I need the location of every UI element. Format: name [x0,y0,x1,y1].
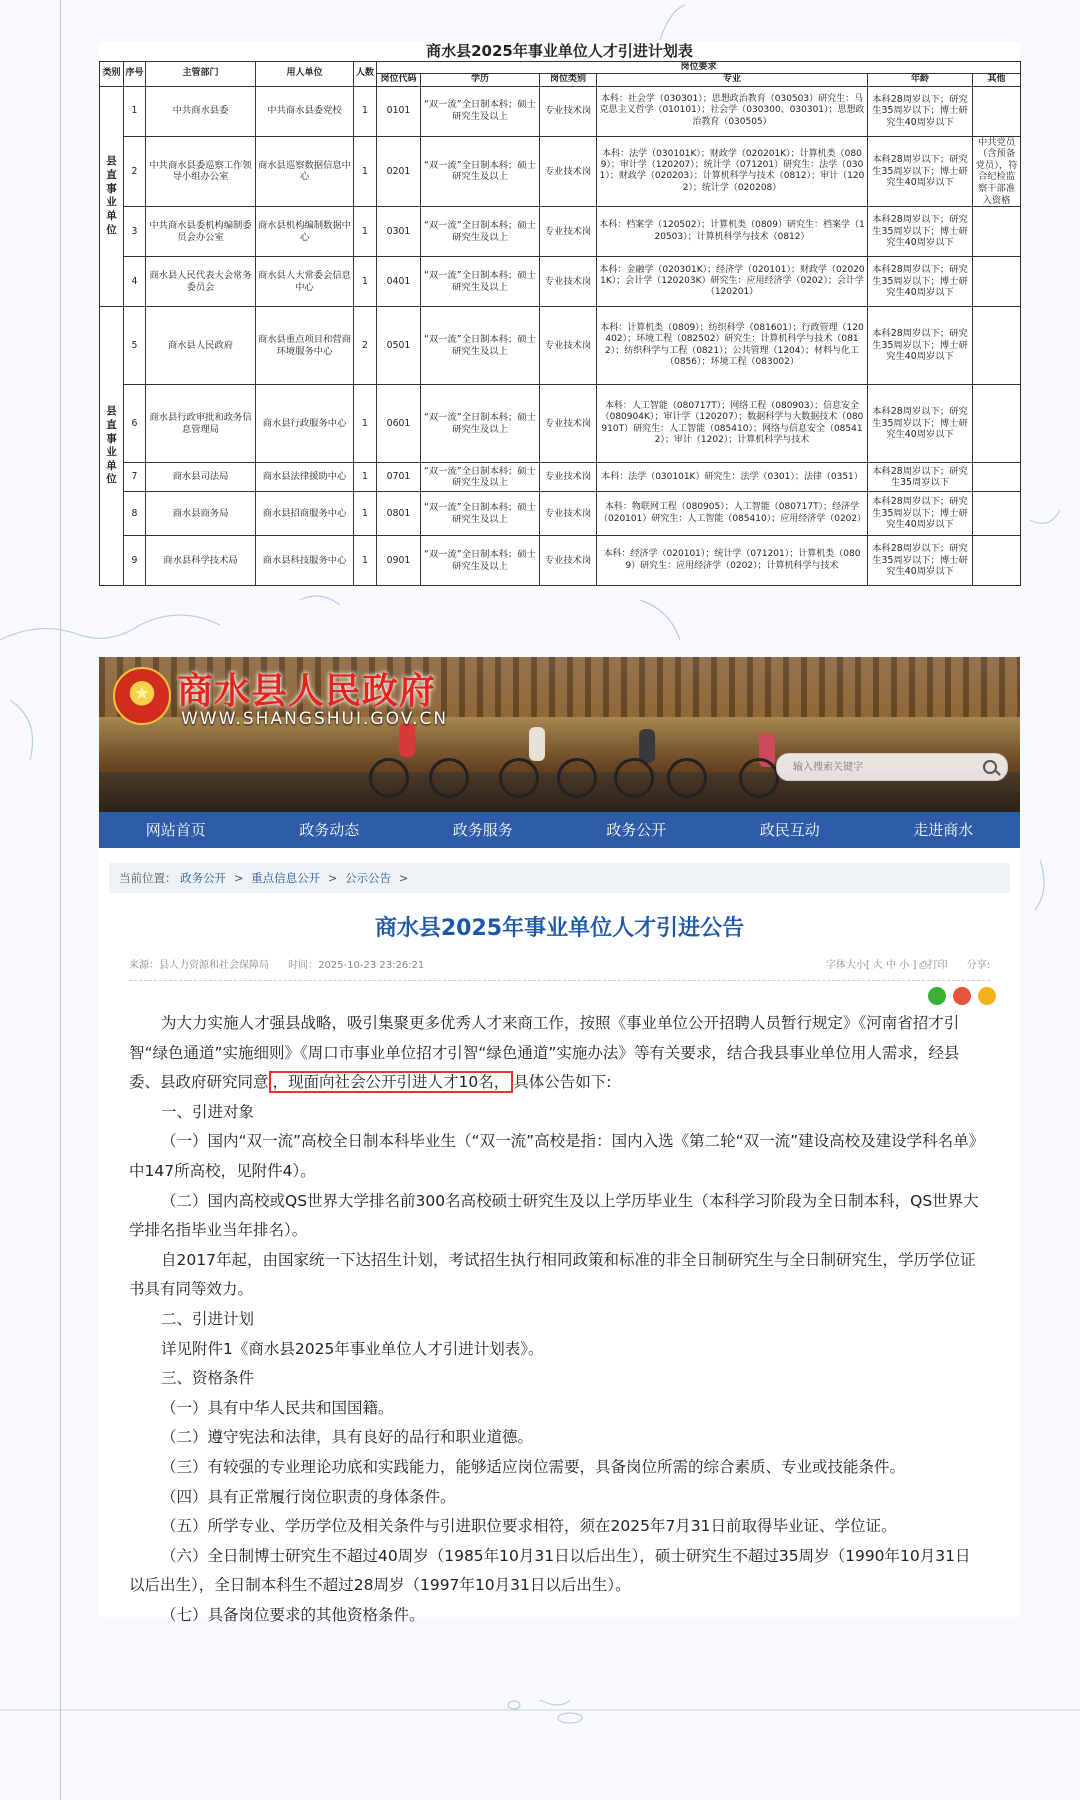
row-num: 1 [354,463,377,492]
nav-news[interactable]: 政务动态 [299,821,360,839]
row-unit: 商水县科技服务中心 [256,536,354,586]
site-name: 商水县人民政府 [177,671,437,712]
row-no: 9 [124,536,146,586]
search-box[interactable] [776,753,1008,781]
row-major: 本科：法学（030101K）研究生：法学（0301）；法律（0351） [597,463,868,492]
print-link[interactable]: 打印 [927,960,948,971]
search-input[interactable] [791,754,975,780]
row-unit: 商水县法律援助中心 [256,463,354,492]
row-code: 0601 [377,385,421,463]
header-type: 岗位类别 [540,74,597,86]
row-age: 本科28周岁以下；研究生35周岁以下；博士研究生40周岁以下 [868,136,973,207]
article-body [99,1007,1020,1630]
row-dept: 商水县商务局 [146,492,256,536]
table-row [100,136,1021,207]
row-unit: 中共商水县委党校 [256,86,354,136]
row-num: 1 [354,385,377,463]
row-no: 7 [124,463,146,492]
row-no: 2 [124,136,146,207]
header-no: 序号 [124,62,146,87]
cyclist-image [529,727,545,761]
paragraph: 详见附件1《商水县2025年事业单位人才引进计划表》。 [161,1339,544,1358]
paragraph: （一）国内“双一流”高校全日制本科毕业生（“双一流”高校是指：国内入选《第二轮“双一流”建设高校及建设学科名单》中147所高校，见附件4）。 [129,1132,977,1180]
table-row [100,207,1021,257]
row-unit: 商水县行政服务中心 [256,385,354,463]
row-dept: 商水县行政审批和政务信息管理局 [146,385,256,463]
row-no: 8 [124,492,146,536]
row-no: 4 [124,257,146,307]
section-heading: 二、引进计划 [161,1309,255,1328]
row-edu: “双一流”全日制本科；硕士研究生及以上 [421,207,540,257]
breadcrumb-separator: > [327,871,338,885]
weibo-share-icon[interactable] [953,987,971,1005]
row-type: 专业技术岗 [540,207,597,257]
font-size-control[interactable]: 字体大小[ 大 中 小 ] [825,960,917,971]
row-type: 专业技术岗 [540,463,597,492]
cyclist-image [639,729,655,763]
breadcrumb-separator: > [233,871,244,885]
row-other [973,385,1021,463]
table-row [100,385,1021,463]
bike-wheel-image [499,758,539,798]
row-age: 本科28周岁以下；研究生35周岁以下；博士研究生40周岁以下 [868,385,973,463]
row-no: 1 [124,86,146,136]
row-type: 专业技术岗 [540,136,597,207]
row-age: 本科28周岁以下；研究生35周岁以下；博士研究生40周岁以下 [868,492,973,536]
breadcrumb-item[interactable]: 公示公告 [345,871,392,885]
table-row [100,307,1021,385]
row-no: 5 [124,307,146,385]
main-nav [99,812,1020,848]
nav-about[interactable]: 走进商水 [913,821,974,839]
row-code: 0701 [377,463,421,492]
row-type: 专业技术岗 [540,86,597,136]
row-num: 2 [354,307,377,385]
row-other [973,492,1021,536]
wechat-share-icon[interactable] [928,987,946,1005]
row-major: 本科：档案学（120502）；计算机类（0809）研究生：档案学（120503）；计算机科学与技术（0812） [597,207,868,257]
row-type: 专业技术岗 [540,257,597,307]
row-other [973,463,1021,492]
row-num: 1 [354,536,377,586]
row-other: 中共党员（含预备党员），符合纪检监察干部准入资格 [973,136,1021,207]
article-meta [129,952,990,981]
article-title: 商水县2025年事业单位人才引进公告 [374,916,745,941]
category-cell: 县直事业单位 [100,86,124,307]
breadcrumb-item[interactable]: 重点信息公开 [251,871,321,885]
row-edu: “双一流”全日制本科；硕士研究生及以上 [421,86,540,136]
row-unit: 商水县重点项目和营商环境服务中心 [256,307,354,385]
plan-title: 商水县2025年事业单位人才引进计划表 [426,42,693,60]
breadcrumb-separator: > [398,871,409,885]
highlighted-text: ，现面向社会公开引进人才10名， [269,1071,514,1093]
header-num: 人数 [354,62,377,87]
national-emblem-icon: ★ [113,667,171,725]
row-age: 本科28周岁以下；研究生35周岁以下；博士研究生40周岁以下 [868,307,973,385]
row-type: 专业技术岗 [540,492,597,536]
row-num: 1 [354,492,377,536]
row-code: 0301 [377,207,421,257]
nav-open-government[interactable]: 政务公开 [606,821,667,839]
paragraph-text: 具体公告如下: [513,1073,612,1092]
row-dept: 商水县司法局 [146,463,256,492]
row-edu: “双一流”全日制本科；硕士研究生及以上 [421,136,540,207]
row-major: 本科：法学（030101K）；财政学（020201K）；计算机类（0809）；审计学（120207）；统计学（071201）研究生：法学（0301）；财政学（020203）；计算机科学与技术（0812）；审计（1202）；统计学（020208） [597,136,868,207]
row-edu: “双一流”全日制本科；硕士研究生及以上 [421,492,540,536]
row-other [973,86,1021,136]
nav-interaction[interactable]: 政民互动 [759,821,820,839]
government-website [99,657,1020,1624]
article-source: 来源：县人力资源和社会保障局 [129,960,269,971]
header-edu: 学历 [421,74,540,86]
nav-home[interactable]: 网站首页 [145,821,206,839]
row-age: 本科28周岁以下；研究生35周岁以下；博士研究生40周岁以下 [868,86,973,136]
row-code: 0201 [377,136,421,207]
article-time: 时间：2025-10-23 23:26:21 [288,960,425,971]
plan-grid [99,61,1021,586]
condition-item: （一）具有中华人民共和国国籍。 [161,1398,394,1417]
row-other [973,307,1021,385]
row-other [973,207,1021,257]
row-no: 6 [124,385,146,463]
site-url: WWW.SHANGSHUI.GOV.CN [181,709,449,729]
row-num: 1 [354,136,377,207]
row-other [973,257,1021,307]
favorite-star-icon[interactable] [978,987,996,1005]
paragraph [129,1009,984,1098]
share-bar [99,985,1020,1007]
row-major: 本科：经济学（020101）；统计学（071201）；计算机类（0809）研究生：应用经济学（0202）；计算机科学与技术 [597,536,868,586]
header-category: 类别 [100,62,124,87]
bike-wheel-image [369,758,409,798]
header-major: 专业 [597,74,868,86]
paragraph: （二）国内高校或QS世界大学排名前300名高校硕士研究生及以上学历毕业生（本科学习阶段为全日制本科，QS世界大学排名指毕业当年排名）。 [129,1191,979,1240]
section-heading: 三、资格条件 [161,1369,255,1388]
row-major: 本科：人工智能（080717T）；网络工程（080903）；信息安全（080904K）；审计学（120207）；数据科学与大数据技术（080910T）研究生：人工智能（085410）；网络与信息安全（085412）；审计（1202）；计算机科学与技术 [597,385,868,463]
row-dept: 中共商水县委巡察工作领导小组办公室 [146,136,256,207]
row-num: 1 [354,257,377,307]
table-row [100,257,1021,307]
header-unit: 用人单位 [256,62,354,87]
header-age: 年龄 [868,74,973,86]
breadcrumb-label: 当前位置： [119,871,177,885]
row-code: 0501 [377,307,421,385]
table-row [100,86,1021,136]
paragraph-text: 为大力实施人才强县战略，吸引集聚更多优秀人才来商工作，按照《事业单位公开招聘人员暂行规定》《河南省招才引智“绿色通道”实施细则》《周口市事业单位招才引智“绿色通道”实施办法》等有关要求，结合我县事业单位用人需求，经县委、县政府研究同意 [129,1014,960,1092]
row-dept: 中共商水县委 [146,86,256,136]
bike-wheel-image [557,758,597,798]
row-major: 本科：金融学（020301K）；经济学（020101）；财政学（020201K）；会计学（120203K）研究生：应用经济学（0202）；会计学（120201） [597,257,868,307]
header-dept: 主管部门 [146,62,256,87]
row-unit: 商水县巡察数据信息中心 [256,136,354,207]
bike-wheel-image [739,758,779,798]
row-edu: “双一流”全日制本科；硕士研究生及以上 [421,536,540,586]
table-row [100,536,1021,586]
row-unit: 商水县机构编制数据中心 [256,207,354,257]
page-margin-line [60,0,61,1800]
row-type: 专业技术岗 [540,385,597,463]
condition-item: （三）有较强的专业理论功底和实践能力，能够适应岗位需要，具备岗位所需的综合素质、专业或技能条件。 [161,1457,906,1476]
header-code: 岗位代码 [377,74,421,86]
row-major: 本科：计算机类（0809）；纺织科学（081601）；行政管理（120402）；环境工程（082502）研究生：计算机科学与技术（0812）；纺织科学与工程（0821）；公共管理（1204）；材料与化工（0856）；环境工程（083002） [597,307,868,385]
row-age: 本科28周岁以下；研究生35周岁以下；博士研究生40周岁以下 [868,257,973,307]
row-code: 0101 [377,86,421,136]
row-age: 本科28周岁以下；研究生35周岁以下 [868,463,973,492]
row-code: 0801 [377,492,421,536]
row-edu: “双一流”全日制本科；硕士研究生及以上 [421,463,540,492]
row-code: 0901 [377,536,421,586]
recruitment-plan-table [99,42,1020,586]
row-type: 专业技术岗 [540,536,597,586]
bike-wheel-image [667,758,707,798]
breadcrumb-item[interactable]: 政务公开 [180,871,227,885]
row-major: 本科：社会学（030301）；思想政治教育（030503）研究生：马克思主义哲学（010101）；社会学（030300、030301）；思想政治教育（030505） [597,86,868,136]
search-icon[interactable] [983,760,997,774]
row-dept: 中共商水县委机构编制委员会办公室 [146,207,256,257]
paragraph: 自2017年起，由国家统一下达招生计划，考试招生执行相同政策和标准的非全日制研究生与全日制研究生，学历学位证书具有同等效力。 [129,1250,976,1299]
table-row [100,492,1021,536]
share-label: 分享: [966,960,990,971]
row-num: 1 [354,207,377,257]
section-heading: 一、引进对象 [161,1102,255,1121]
row-edu: “双一流”全日制本科；硕士研究生及以上 [421,385,540,463]
condition-item: （五）所学专业、学历学位及相关条件与引进职位要求相符，须在2025年7月31日前取得毕业证、学位证。 [161,1517,897,1536]
condition-item: （六）全日制博士研究生不超过40周岁（1985年10月31日以后出生），硕士研究生不超过35周岁（1990年10月31日以后出生），全日制本科生不超过28周岁（1997年10月31日以后出生）。 [129,1546,971,1595]
category-cell: 县直事业单位 [100,307,124,586]
row-no: 3 [124,207,146,257]
site-banner [99,657,1020,812]
row-unit: 商水县人大常委会信息中心 [256,257,354,307]
row-dept: 商水县科学技术局 [146,536,256,586]
row-age: 本科28周岁以下；研究生35周岁以下；博士研究生40周岁以下 [868,536,973,586]
row-unit: 商水县招商服务中心 [256,492,354,536]
row-type: 专业技术岗 [540,307,597,385]
breadcrumb [109,863,1010,893]
bike-wheel-image [429,758,469,798]
bike-wheel-image [614,758,654,798]
nav-services[interactable]: 政务服务 [452,821,513,839]
article-tools [826,952,990,980]
header-requirements: 岗位要求 [377,62,1021,74]
row-code: 0401 [377,257,421,307]
row-major: 本科：物联网工程（080905）；人工智能（080717T）；经济学（020101）研究生：人工智能（085410）；应用经济学（0202） [597,492,868,536]
row-num: 1 [354,86,377,136]
row-dept: 商水县人民政府 [146,307,256,385]
row-dept: 商水县人民代表大会常务委员会 [146,257,256,307]
row-edu: “双一流”全日制本科；硕士研究生及以上 [421,257,540,307]
row-edu: “双一流”全日制本科；硕士研究生及以上 [421,307,540,385]
condition-item: （二）遵守宪法和法律，具有良好的品行和职业道德。 [161,1428,534,1447]
row-age: 本科28周岁以下；研究生35周岁以下；博士研究生40周岁以下 [868,207,973,257]
table-row [100,463,1021,492]
condition-item: （七）具备岗位要求的其他资格条件。 [161,1605,425,1624]
condition-item: （四）具有正常履行岗位职责的身体条件。 [161,1487,456,1506]
print-icon[interactable]: ⎙ [919,960,928,971]
header-other: 其他 [973,74,1021,86]
row-other [973,536,1021,586]
